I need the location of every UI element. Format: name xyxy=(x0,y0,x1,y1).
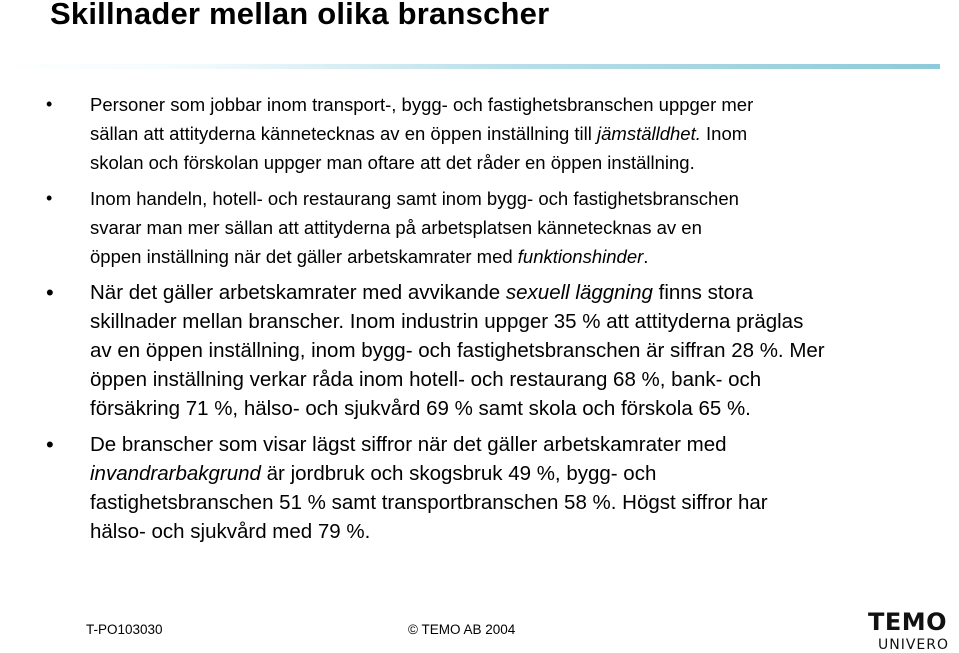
text-run: hälso- och sjukvård med 79 %. xyxy=(90,520,371,543)
text-run: försäkring 71 %, hälso- och sjukvård 69 % samt skola och förskola 65 %. xyxy=(90,397,751,420)
bullet-dot: • xyxy=(46,280,54,305)
bullet-item xyxy=(40,184,940,271)
italic-term: sexuell läggning xyxy=(505,281,653,304)
text-run: Inom xyxy=(700,123,748,144)
slide-title: Skillnader mellan olika branscher xyxy=(50,0,550,31)
bullet-text xyxy=(90,90,940,177)
text-run: öppen inställning när det gäller arbetskamrater med xyxy=(90,246,518,267)
italic-term: invandrarbakgrund xyxy=(90,462,261,485)
bullet-line xyxy=(90,148,940,177)
text-run: öppen inställning verkar råda inom hotell- och restaurang 68 %, bank- och xyxy=(90,368,762,391)
bullet-list xyxy=(40,90,940,546)
italic-term: funktionshinder xyxy=(517,246,644,267)
bullet-line xyxy=(90,365,940,394)
text-run: När det gäller arbetskamrater med avvikande xyxy=(90,281,506,304)
logo-subtext: UNIVERO xyxy=(878,637,950,653)
bullet-item xyxy=(40,278,940,423)
text-run: av en öppen inställning, inom bygg- och fastighetsbranschen är siffran 28 %. Mer xyxy=(90,339,825,362)
bullet-line xyxy=(90,488,940,517)
bullet-item xyxy=(40,430,940,546)
text-run: skolan och förskolan uppger man oftare att det råder en öppen inställning. xyxy=(90,152,695,173)
bullet-line xyxy=(90,119,940,148)
text-run: . xyxy=(643,246,649,267)
text-run: Inom handeln, hotell- och restaurang samt inom bygg- och fastighetsbranschen xyxy=(90,188,739,209)
bullet-line xyxy=(90,394,940,423)
bullet-text xyxy=(90,278,940,423)
bullet-line xyxy=(90,517,940,546)
text-run: finns stora xyxy=(652,281,754,304)
bullet-line xyxy=(90,90,940,119)
bullet-dot: • xyxy=(46,432,54,457)
text-run: Personer som jobbar inom transport-, bygg- och fastighetsbranschen uppger mer xyxy=(90,94,754,115)
bullet-line xyxy=(90,242,940,271)
bullet-line xyxy=(90,278,940,307)
text-run: är jordbruk och skogsbruk 49 %, bygg- och xyxy=(260,462,657,485)
copyright-notice: © TEMO AB 2004 xyxy=(408,622,516,637)
temo-logo xyxy=(868,610,959,653)
logo-wordmark: TEMO xyxy=(868,610,948,636)
bullet-line xyxy=(90,336,940,365)
text-run: De branscher som visar lägst siffror när det gäller arbetskamrater med xyxy=(90,433,727,456)
bullet-line xyxy=(90,184,940,213)
bullet-line xyxy=(90,307,940,336)
text-run: sällan att attityderna kännetecknas av en öppen inställning till xyxy=(90,123,598,144)
bullet-dot: • xyxy=(46,94,53,114)
text-run: skillnader mellan branscher. Inom industrin uppger 35 % att attityderna präglas xyxy=(90,310,804,333)
italic-term: jämställdhet. xyxy=(597,123,701,144)
bullet-line xyxy=(90,213,940,242)
bullet-text xyxy=(90,184,940,271)
bullet-dot: • xyxy=(46,188,53,208)
bullet-text xyxy=(90,430,940,546)
bullet-item xyxy=(40,90,940,177)
bullet-line xyxy=(90,430,940,459)
text-run: svarar man mer sällan att attityderna på arbetsplatsen kännetecknas av en xyxy=(90,217,702,238)
title-divider xyxy=(0,64,940,69)
bullet-line xyxy=(90,459,940,488)
text-run: fastighetsbranschen 51 % samt transportbranschen 58 %. Högst siffror har xyxy=(90,491,768,514)
document-code: T-PO103030 xyxy=(86,622,163,637)
